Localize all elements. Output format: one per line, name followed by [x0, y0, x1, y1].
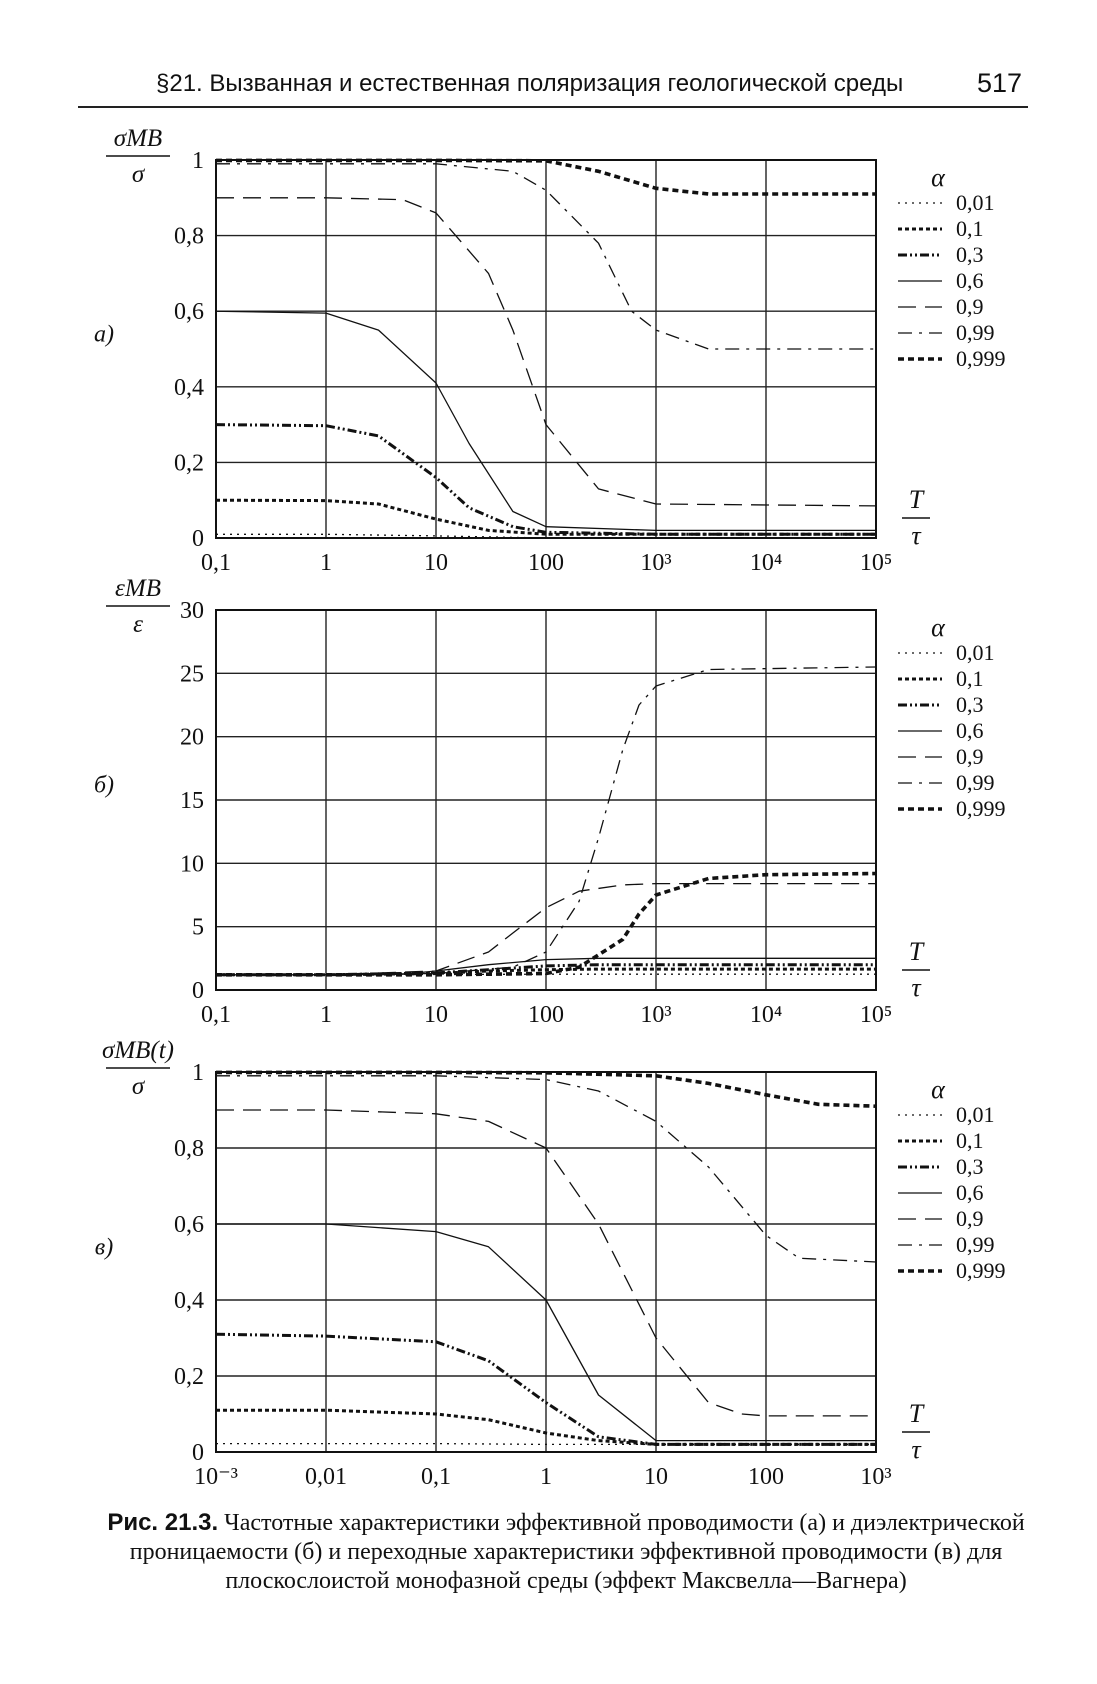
y-tick-label: 0,8	[174, 223, 204, 250]
x-tick-label: 10³	[640, 550, 672, 576]
y-axis-label-numerator: σМВ(t)	[101, 1037, 175, 1064]
y-tick-label: 0	[192, 1440, 204, 1466]
x-tick-label: 100	[528, 1002, 564, 1028]
legend-entry-label: 0,99	[956, 320, 995, 345]
y-axis-label-numerator: σМВ	[113, 125, 163, 152]
x-tick-label: 0,1	[201, 550, 231, 576]
x-axis-label-denominator: τ	[911, 1435, 921, 1464]
y-tick-label: 0,8	[174, 1136, 204, 1162]
x-tick-label: 1	[320, 550, 332, 576]
chart-panel-1	[94, 125, 1006, 576]
y-tick-label: 25	[180, 661, 204, 688]
x-tick-label: 1	[540, 1464, 552, 1490]
y-tick-label: 5	[192, 914, 204, 941]
legend-title: α	[931, 1075, 945, 1104]
legend-entry-label: 0,6	[956, 718, 984, 743]
legend-entry-label: 0,9	[956, 1206, 984, 1231]
x-tick-label: 10⁴	[749, 1002, 783, 1028]
legend-entry-label: 0,01	[956, 640, 995, 665]
legend-entry-label: 0,9	[956, 744, 984, 769]
x-tick-label: 0,1	[201, 1002, 231, 1028]
x-tick-label: 10	[424, 1002, 448, 1028]
y-tick-label: 15	[180, 788, 204, 814]
figure-caption	[100, 1508, 1032, 1596]
legend-entry-label: 0,3	[956, 1154, 984, 1179]
legend-entry-label: 0,6	[956, 268, 984, 293]
y-tick-label: 30	[180, 598, 204, 624]
x-tick-label: 10	[424, 550, 448, 576]
y-tick-label: 0,6	[174, 299, 204, 326]
panel-label: в)	[94, 1234, 114, 1261]
x-tick-label: 10³	[640, 1002, 672, 1028]
chart-panel-2	[94, 575, 1006, 1028]
y-tick-label: 0,6	[174, 1212, 204, 1238]
chart-panel-3	[95, 1037, 1006, 1490]
x-tick-label: 10⁵	[859, 550, 893, 576]
caption-text: Частотные характеристики эффективной проводимости (а) и диэлектрической проницаемости (б) и переходные характеристики эффективной проводимости (в) для плоскослоистой монофазной среды (эффект Максвелла—Вагнера)	[129, 1510, 1025, 1594]
y-tick-label: 1	[192, 148, 204, 174]
page-number: 517	[976, 68, 1022, 98]
panel-label: а)	[94, 321, 114, 348]
y-tick-label: 10	[180, 851, 204, 878]
y-tick-label: 1	[192, 1060, 204, 1086]
legend-entry-label: 0,3	[956, 242, 984, 267]
x-axis-label-numerator: T	[908, 937, 924, 966]
legend-entry-label: 0,6	[956, 1180, 984, 1205]
x-tick-label: 100	[528, 550, 564, 576]
x-tick-label: 10⁴	[749, 550, 783, 576]
x-axis-label-denominator: τ	[911, 973, 921, 1002]
y-axis-label-denominator: σ	[131, 1073, 145, 1100]
y-axis-label-denominator: σ	[131, 161, 145, 188]
legend-entry-label: 0,01	[956, 190, 995, 215]
y-tick-label: 20	[180, 724, 204, 751]
legend-entry-label: 0,999	[956, 346, 1006, 371]
y-tick-label: 0	[192, 978, 204, 1004]
legend-entry-label: 0,99	[956, 1232, 995, 1257]
running-head-title: §21. Вызванная и естественная поляризация геологической среды	[156, 70, 904, 97]
x-tick-label: 0,1	[421, 1464, 451, 1490]
x-tick-label: 0,01	[305, 1464, 347, 1490]
x-tick-label: 10³	[860, 1464, 892, 1490]
y-tick-label: 0,2	[174, 450, 204, 477]
x-tick-label: 10⁻³	[194, 1464, 238, 1490]
y-tick-label: 0,4	[174, 1288, 204, 1314]
caption-label: Рис. 21.3.	[107, 1509, 219, 1536]
y-tick-label: 0,2	[174, 1364, 204, 1390]
x-axis-label-numerator: T	[908, 1399, 924, 1428]
legend-entry-label: 0,99	[956, 770, 995, 795]
x-tick-label: 1	[320, 1002, 332, 1028]
x-axis-label-denominator: τ	[911, 521, 921, 550]
x-axis-label-numerator: T	[908, 485, 924, 514]
y-tick-label: 0,4	[174, 374, 204, 401]
legend-entry-label: 0,999	[956, 1258, 1006, 1283]
legend-entry-label: 0,1	[956, 666, 984, 691]
x-tick-label: 10	[644, 1464, 668, 1490]
panel-label: б)	[93, 772, 115, 799]
legend-entry-label: 0,9	[956, 294, 984, 319]
legend-entry-label: 0,1	[956, 216, 984, 241]
legend-entry-label: 0,3	[956, 692, 984, 717]
y-axis-label-denominator: ε	[133, 611, 143, 638]
y-axis-label-numerator: εМВ	[115, 575, 161, 602]
legend-entry-label: 0,1	[956, 1128, 984, 1153]
legend-entry-label: 0,999	[956, 796, 1006, 821]
legend-title: α	[931, 163, 945, 192]
y-tick-label: 0	[192, 526, 204, 552]
legend-entry-label: 0,01	[956, 1102, 995, 1127]
x-tick-label: 100	[748, 1464, 784, 1490]
x-tick-label: 10⁵	[859, 1002, 893, 1028]
legend-title: α	[931, 613, 945, 642]
